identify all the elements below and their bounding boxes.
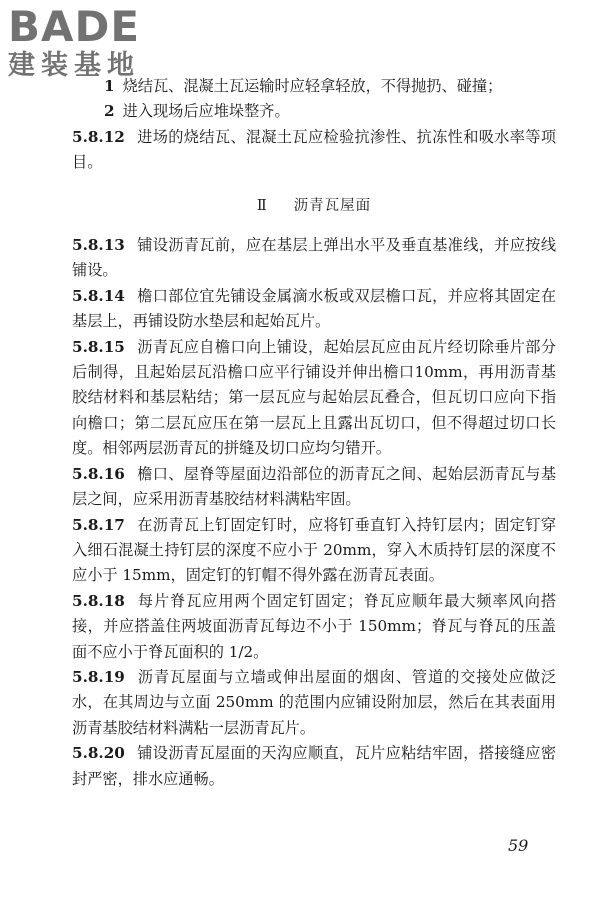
clause-text: 沥青瓦屋面与立墙或伸出屋面的烟囱、管道的交接处应做泛水，在其周边与立面 250mm 的范围内应铺设附加层，然后在其表面用沥青基胶结材料满粘一层沥青瓦片。 xyxy=(72,667,556,737)
clause-5-8-20 xyxy=(72,741,556,792)
section-heading xyxy=(72,194,556,219)
document-body xyxy=(72,74,556,792)
clause-number: 5.8.16 xyxy=(72,464,125,483)
watermark-brand: BADE xyxy=(8,2,141,51)
clause-5-8-12 xyxy=(72,125,556,176)
item-number: 2 xyxy=(104,102,115,121)
clause-5-8-16 xyxy=(72,462,556,513)
clause-5-8-13 xyxy=(72,233,556,284)
clause-number: 5.8.20 xyxy=(72,744,125,763)
clause-text: 沥青瓦应自檐口向上铺设，起始层瓦应由瓦片经切除垂片部分后制得，且起始层瓦沿檐口应平行铺设并伸出檐口10mm，再用沥青基胶结材料和基层粘结；第一层瓦应与起始层瓦叠合，但瓦切口应向下指向檐口；第二层瓦应压在第一层瓦上且露出瓦切口，但不得超过切口长度。相邻两层沥青瓦的拼缝及切口应均匀错开。 xyxy=(72,337,556,458)
watermark-subtitle: 建装基地 xyxy=(8,50,140,81)
clause-number: 5.8.14 xyxy=(72,286,125,305)
clause-5-8-17 xyxy=(72,513,556,589)
clause-number: 5.8.13 xyxy=(72,236,125,255)
clause-5-8-18 xyxy=(72,589,556,665)
section-title: 沥青瓦屋面 xyxy=(293,197,372,214)
clause-text: 檐口、屋脊等屋面边沿部位的沥青瓦之间、起始层沥青瓦与基层之间，应采用沥青基胶结材料满粘牢固。 xyxy=(72,464,556,509)
clause-5-8-19 xyxy=(72,665,556,741)
clause-number: 5.8.15 xyxy=(72,337,125,356)
clause-number: 5.8.18 xyxy=(72,591,125,610)
clause-text: 在沥青瓦上钉固定钉时，应将钉垂直钉入持钉层内；固定钉穿入细石混凝土持钉层的深度不应小于 20mm，穿入木质持钉层的深度不应小于 15mm，固定钉的钉帽不得外露在沥青瓦表面。 xyxy=(72,515,556,585)
clause-number: 5.8.19 xyxy=(72,667,125,686)
clause-text: 铺设沥青瓦屋面的天沟应顺直，瓦片应粘结牢固，搭接缝应密封严密，排水应通畅。 xyxy=(72,744,556,788)
item-text: 进入现场后应堆垛整齐。 xyxy=(122,102,290,121)
clause-text: 檐口部位宜先铺设金属滴水板或双层檐口瓦，并应将其固定在基层上，再铺设防水垫层和起始瓦片。 xyxy=(72,286,556,331)
clause-number: 5.8.12 xyxy=(72,127,125,146)
clause-text: 进场的烧结瓦、混凝土瓦应检验抗渗性、抗冻性和吸水率等项目。 xyxy=(72,127,556,172)
clause-text: 铺设沥青瓦前，应在基层上弹出水平及垂直基准线，并应按线铺设。 xyxy=(72,236,556,280)
item-number: 1 xyxy=(104,77,115,95)
list-item xyxy=(72,99,556,124)
section-roman-numeral: Ⅱ xyxy=(256,197,268,214)
clause-5-8-15 xyxy=(72,335,556,462)
clause-text: 每片脊瓦应用两个固定钉固定；脊瓦应顺年最大频率风向搭接，并应搭盖住两坡面沥青瓦每边不小于 150mm；脊瓦与脊瓦的压盖面不应小于脊瓦面积的 1/2。 xyxy=(72,591,556,661)
list-item xyxy=(72,74,556,99)
item-text: 烧结瓦、混凝土瓦运输时应轻拿轻放，不得抛扔、碰撞； xyxy=(122,77,503,95)
clause-number: 5.8.17 xyxy=(72,515,125,534)
clause-5-8-14 xyxy=(72,284,556,335)
page-number: 59 xyxy=(508,836,529,855)
